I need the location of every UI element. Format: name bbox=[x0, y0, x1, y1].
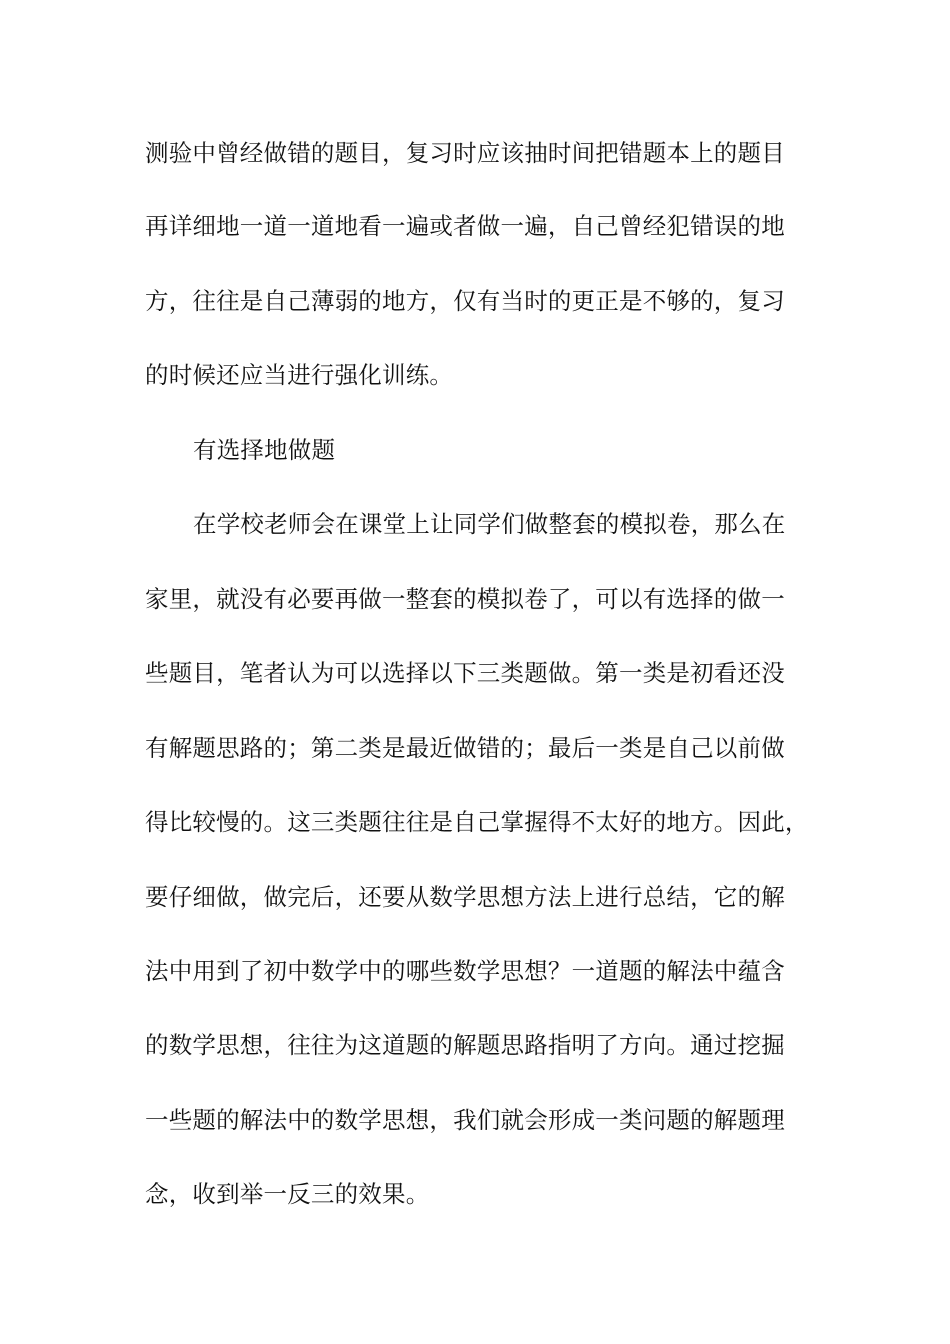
paragraph-line: 的数学思想，往往为这道题的解题思路指明了方向。通过挖掘 bbox=[145, 1031, 785, 1059]
paragraph-line: 法中用到了初中数学中的哪些数学思想？一道题的解法中蕴含 bbox=[145, 957, 785, 985]
paragraph-line: 一些题的解法中的数学思想，我们就会形成一类问题的解题理 bbox=[145, 1106, 785, 1134]
paragraph-line: 在学校老师会在课堂上让同学们做整套的模拟卷，那么在 bbox=[193, 510, 786, 538]
paragraph-line: 方，往往是自己薄弱的地方，仅有当时的更正是不够的，复习 bbox=[145, 287, 785, 315]
paragraph-line: 的时候还应当进行强化训练。 bbox=[145, 361, 454, 389]
paragraph-line: 念，收到举一反三的效果。 bbox=[145, 1180, 430, 1208]
paragraph-line: 有解题思路的；第二类是最近做错的；最后一类是自己以前做 bbox=[145, 734, 785, 762]
paragraph-line: 再详细地一道一道地看一遍或者做一遍，自己曾经犯错误的地 bbox=[145, 212, 785, 240]
paragraph-line: 家里，就没有必要再做一整套的模拟卷了，可以有选择的做一 bbox=[145, 585, 785, 613]
paragraph-line: 得比较慢的。这三类题往往是自己掌握得不太好的地方。因此， bbox=[145, 808, 809, 836]
paragraph-line: 要仔细做，做完后，还要从数学思想方法上进行总结，它的解 bbox=[145, 883, 785, 911]
section-heading: 有选择地做题 bbox=[193, 436, 336, 464]
paragraph-line: 测验中曾经做错的题目，复习时应该抽时间把错题本上的题目 bbox=[145, 139, 785, 167]
paragraph-line: 些题目，笔者认为可以选择以下三类题做。第一类是初看还没 bbox=[145, 659, 785, 687]
